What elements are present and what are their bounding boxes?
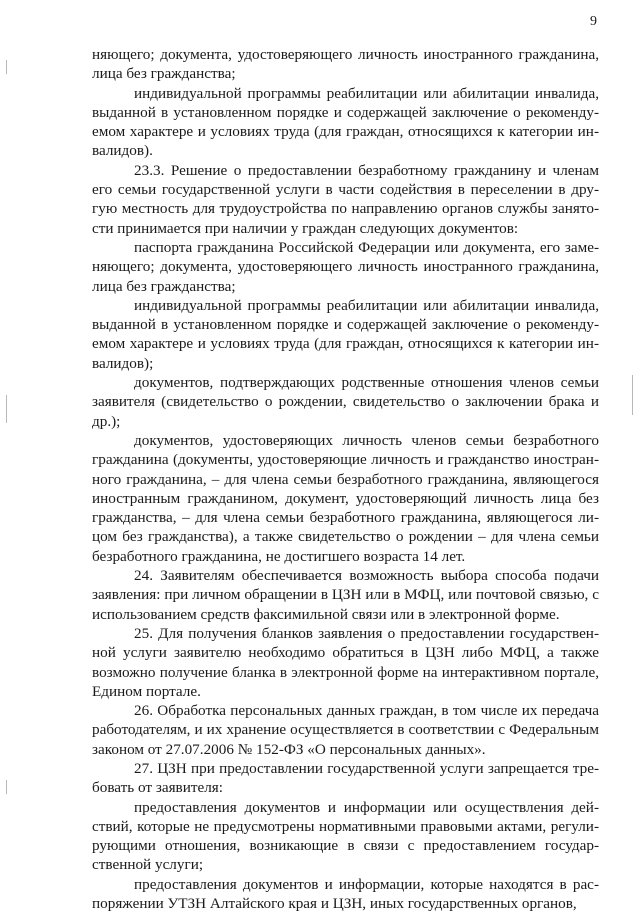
paragraph-rehab-program-2: индивидуальной программы реабилитации или абилитации инвалида, выданной в установленном порядке и содержащей заключение о рекомендуемом характере и условиях труда (для граждан, относящихся к категории инвалидов);	[92, 296, 599, 372]
paragraph-passport: паспорта гражданина Российской Федерации или документа, его заменяющего; документа, удостоверяющего личность иностранного гражданина, лица без гражданства;	[92, 238, 599, 295]
paragraph-24: 24. Заявителям обеспечивается возможность выбора способа подачи заявления: при личном обращении в ЦЗН или в МФЦ, или почтовой связью, с использованием средств факсимильной связи или в электронной форме.	[92, 567, 599, 623]
paragraph-26: 26. Обработка персональных данных граждан, в том числе их передача работодателям, и их хранение осуществляется в соответствии с Федеральным законом от 27.07.2006 № 152-ФЗ «О персональных данных».	[92, 702, 599, 758]
paragraph-family-identity-documents: документов, удостоверяющих личность членов семьи безработного гражданина (документы, удостоверяющие личность и гражданство иностранного гражданина, – для члена семьи безработного гражданина, являющегося иностранным гражданином, документ, удостоверяющий личность лица без гражданства, – для члена семьи безработного гражданина, являющегося лицом без гражданства), а также свидетельство о рождении – для члена семьи безработного гражданина, не достигшего возраста 14 лет.	[92, 431, 599, 565]
paragraph-rehab-program-1: индивидуальной программы реабилитации или абилитации инвалида, выданной в установленном порядке и содержащей заключение о рекомендуемом характере и условиях труда (для граждан, относящихся к категории инвалидов).	[92, 84, 599, 160]
paragraph-27-item-1: предоставления документов и информации или осуществления действий, которые не предусмотрены нормативными правовыми актами, регулирующими отношения, возникающие в связи с предоставлением государственной услуги;	[92, 798, 599, 874]
page-number: 9	[590, 14, 597, 29]
paragraph-23-3: 23.3. Решение о предоставлении безработному гражданину и членам его семьи государственной услуги в части содействия в переселении в другую местность для трудоустройства по направлению органов службы занятости принимается при наличии у граждан следующих документов:	[92, 161, 599, 237]
scan-mark-left-top	[6, 60, 7, 74]
document-body	[92, 45, 599, 913]
paragraph-27: 27. ЦЗН при предоставлении государственной услуги запрещается требовать от заявителя:	[92, 759, 599, 797]
paragraph-27-item-2: предоставления документов и информации, которые находятся в распоряжении УТЗН Алтайского края и ЦЗН, иных государственных органов,	[92, 875, 599, 913]
paragraph-25: 25. Для получения бланков заявления о предоставлении государственной услуги заявителю необходимо обратиться в ЦЗН либо МФЦ, а также возможно получение бланка в электронной форме на интерактивном портале, Едином портале.	[92, 624, 599, 700]
paragraph-kinship-documents: документов, подтверждающих родственные отношения членов семьи заявителя (свидетельство о рождении, свидетельство о заключении брака и др.);	[92, 374, 599, 430]
scan-mark-left-bottom	[6, 780, 7, 794]
scan-mark-right-mid	[632, 375, 633, 415]
paragraph-continuation: няющего; документа, удостоверяющего личность иностранного гражданина, лица без гражданства;	[92, 46, 599, 83]
scan-mark-left-mid	[6, 395, 7, 423]
